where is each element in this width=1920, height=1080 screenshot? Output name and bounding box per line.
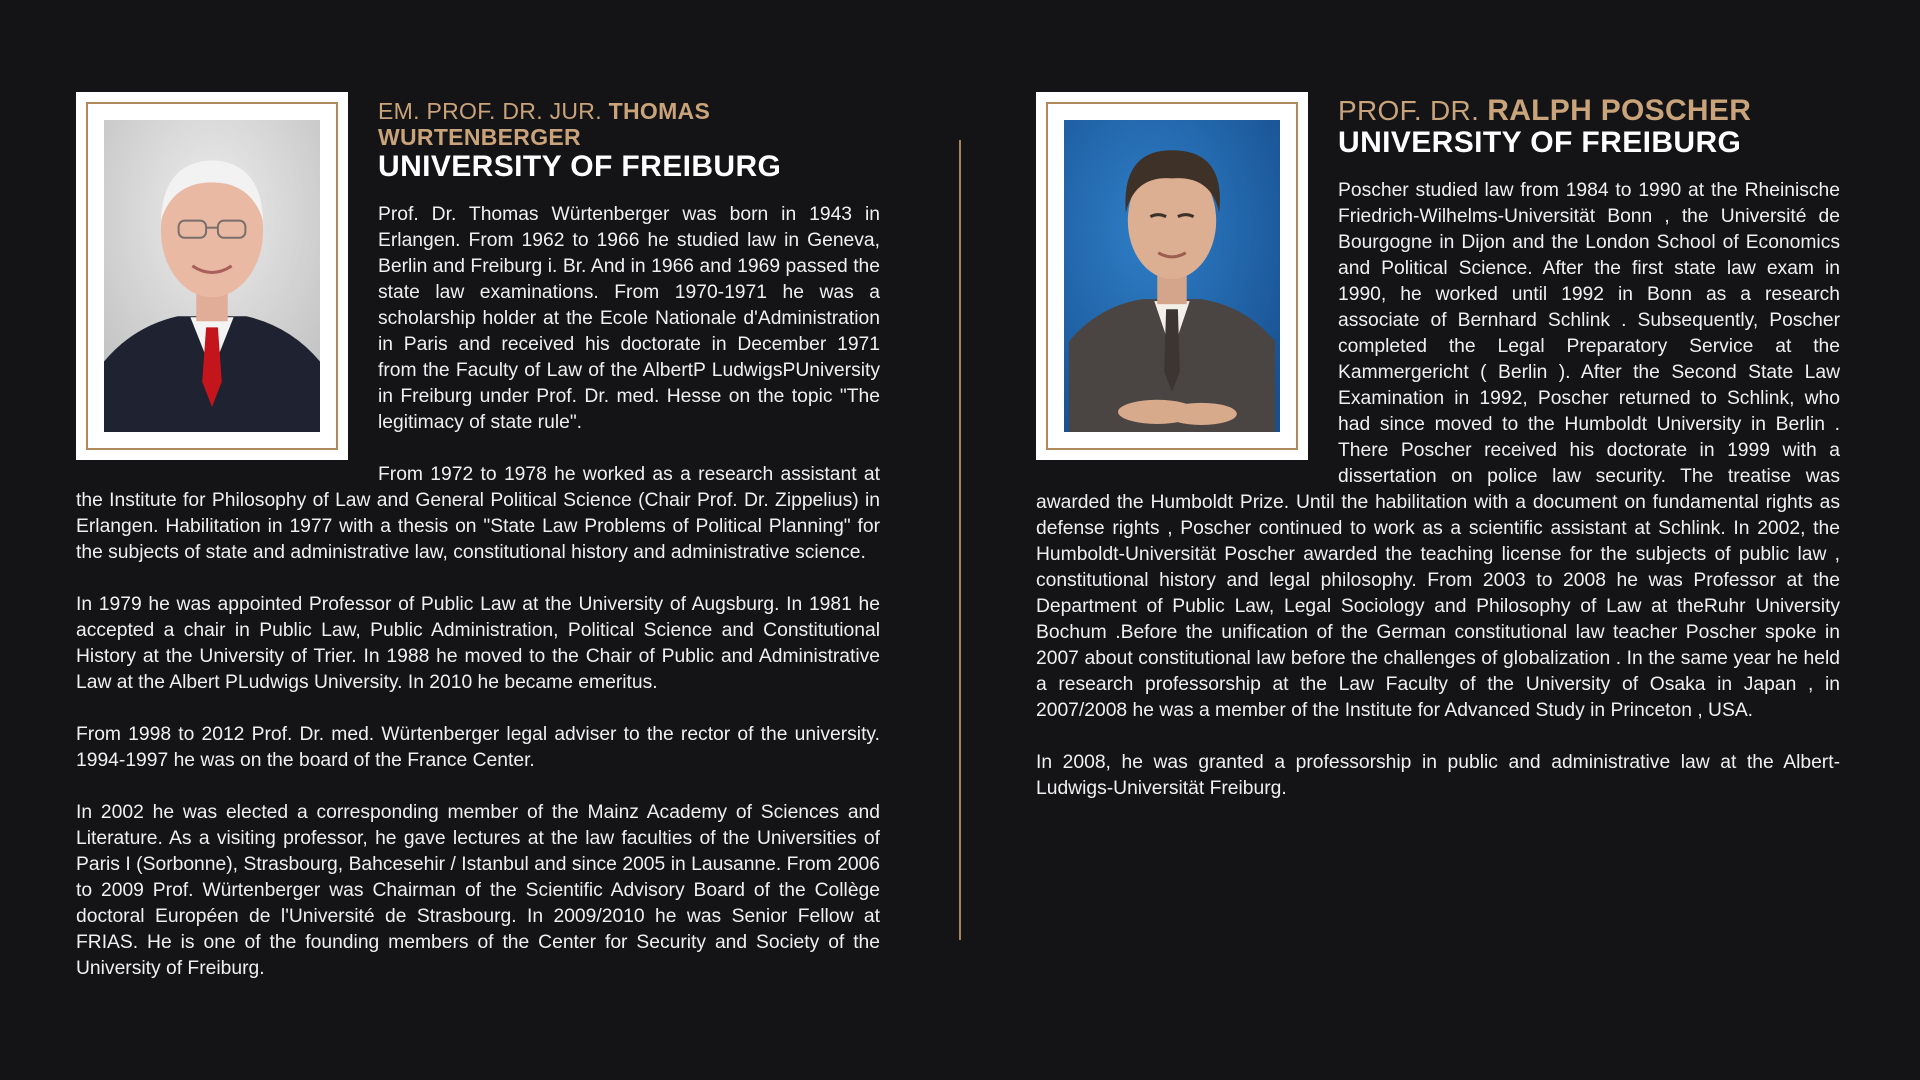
university-heading: UNIVERSITY OF FREIBURG: [1338, 126, 1742, 159]
column-divider: [959, 140, 961, 940]
bio-paragraph: From 1972 to 1978 he worked as a research assistant at the Institute for Philosophy of Law and General Political Science (Chair Prof. Dr. Zippelius) in Erlangen. Habilitation in 1977 with a thesis on "State Law Problems of Political Planning" for the subjects of state and administrative law, constitutional history and administrative science.: [76, 464, 880, 563]
professor-name: THOMAS WURTENBERGER: [378, 98, 711, 150]
portrait-photo-icon: [1064, 120, 1280, 432]
professor-name: RALPH POSCHER: [1487, 94, 1752, 127]
profile-poscher: [1036, 92, 1840, 828]
title-prefix: PROF. DR. RALPH POSCHER: [1338, 94, 1752, 127]
portrait-wurtenberger: [86, 102, 338, 450]
university-heading: UNIVERSITY OF FREIBURG: [378, 150, 782, 183]
bio-paragraph: Poscher studied law from 1984 to 1990 at the Rheinische Friedrich-Wilhelms-Universität Bonn , the Université de Bourgogne in Dijon and the London School of Economics and Political Science. After the first state law exam in 1990, he worked until 1992 in Bonn as a research associate of Bernhard Schlink . Subsequently, Poscher completed the Legal Preparatory Service at the Kammergericht ( Berlin ). After the Second State Law Examination in 1992, Poscher returned to Schlink, who had since moved to the Humboldt University in Berlin . There Poscher received his doctorate in 1999 with a dissertation on police law security. The treatise was awarded the Humboldt Prize. Until the habilitation with a document on fundamental rights as defense rights , Poscher continued to work as a scientific assistant at Schlink. In 2002, the Humboldt-Universität Poscher awarded the teaching license for the subjects of public law , constitutional history and legal philosophy. From 2003 to 2008 he was Professor at the Department of Public Law, Legal Sociology and Philosophy of Law at theRuhr University Bochum .Before the unification of the German constitutional law teacher Poscher spoke in 2007 about constitutional law before the challenges of globalization . In the same year he held a research professorship at the Law Faculty of the University of Osaka in Japan , in 2007/2008 he was a member of the Institute for Advanced Study in Princeton , USA.: [1036, 180, 1840, 721]
bio-paragraph: In 2002 he was elected a corresponding member of the Mainz Academy of Sciences and Literature. As a visiting professor, he gave lectures at the law faculties of the Universities of Paris I (Sorbonne), Strasbourg, Bahcesehir / Istanbul and since 2005 in Lausanne. From 2006 to 2009 Prof. Würtenberger was Chairman of the Scientific Advisory Board of the Collège doctoral Européen de l'Université de Strasbourg. In 2009/2010 he was Senior Fellow at FRIAS. He is one of the founding members of the Center for Security and Society of the University of Freiburg.: [76, 802, 880, 979]
bio-paragraph: From 1998 to 2012 Prof. Dr. med. Würtenberger legal adviser to the rector of the university. 1994-1997 he was on the board of the France Center.: [76, 724, 880, 771]
bio-paragraph: In 1979 he was appointed Professor of Public Law at the University of Augsburg. In 1981 he accepted a chair in Public Law, Public Administration, Political Science and Constitutional History at the University of Trier. In 1988 he moved to the Chair of Public and Administrative Law at the Albert PLudwigs University. In 2010 he became emeritus.: [76, 594, 880, 693]
bio-paragraph: In 2008, he was granted a professorship in public and administrative law at the Albert-Ludwigs-Universität Freiburg.: [1036, 752, 1840, 799]
portrait-photo-icon: [104, 120, 320, 432]
bio-paragraph: Prof. Dr. Thomas Würtenberger was born in 1943 in Erlangen. From 1962 to 1966 he studied law in Geneva, Berlin and Freiburg i. Br. And in 1966 and 1969 passed the state law examinations. From 1970-1971 he was a scholarship holder at the Ecole Nationale d'Administration in Paris and received his doctorate in December 1971 from the Faculty of Law of the AlbertP LudwigsPUniversity in Freiburg under Prof. Dr. med. Hesse on the topic "The legitimacy of state rule".: [378, 204, 880, 433]
title-prefix: EM. PROF. DR. JUR. THOMAS WURTENBERGER: [378, 98, 711, 150]
profile-wurtenberger: [76, 92, 880, 1008]
portrait-frame: [1036, 92, 1308, 460]
portrait-frame: [76, 92, 348, 460]
portrait-poscher: [1046, 102, 1298, 450]
